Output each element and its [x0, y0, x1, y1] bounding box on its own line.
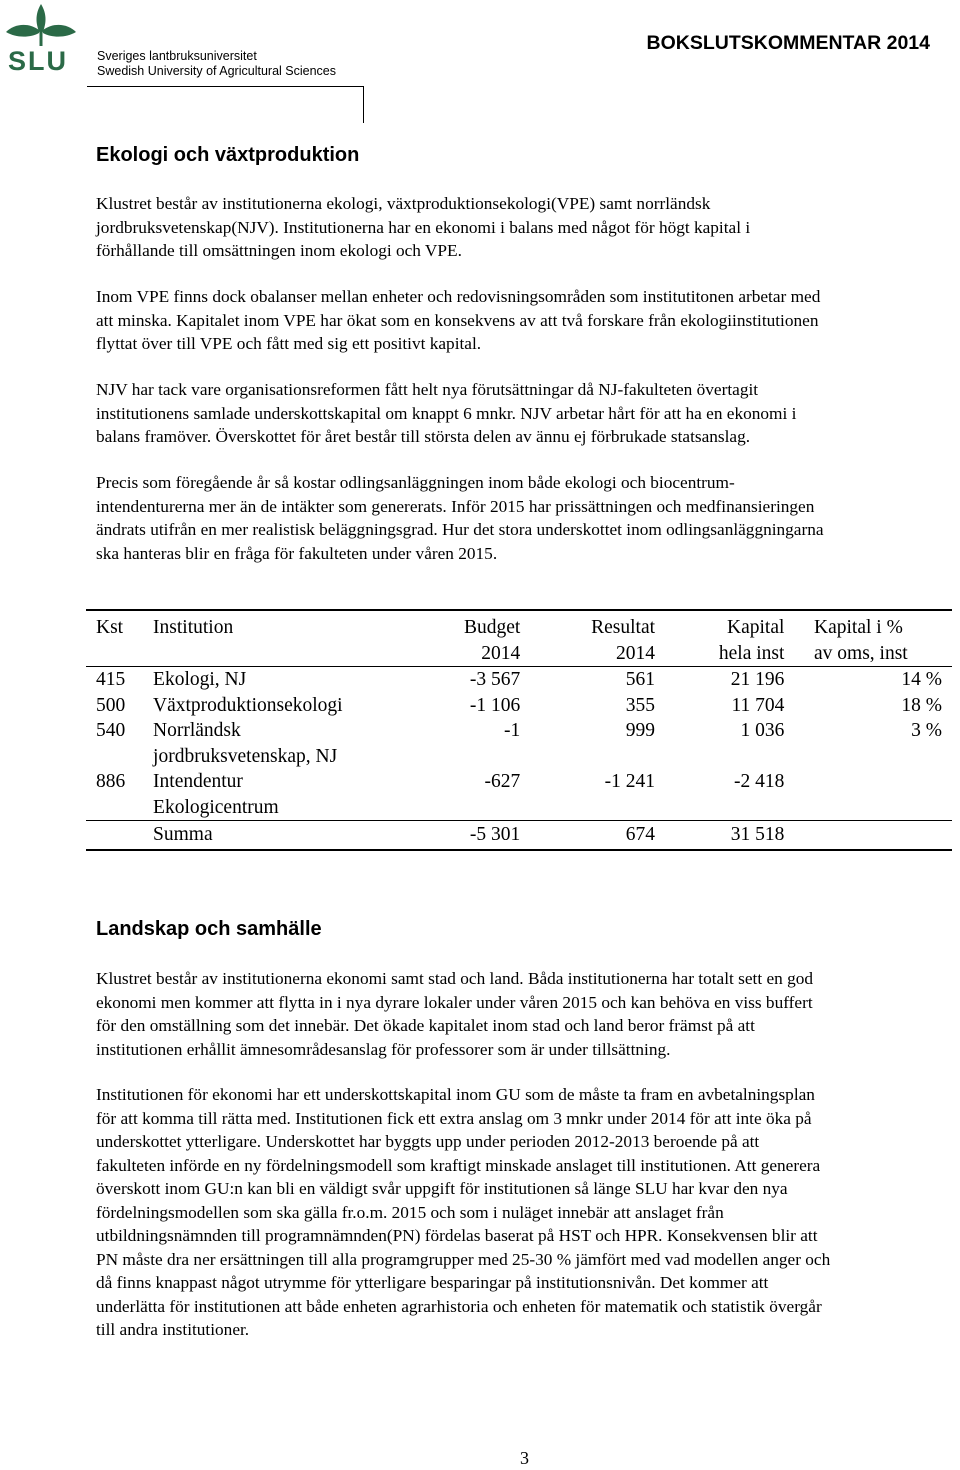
cell-summa-budget: -5 301	[391, 821, 520, 850]
text-line: ekonomi men kommer att flytta in i nya dyrare lokaler under våren 2015 och kan behöva en viss buffert	[96, 992, 813, 1012]
text-line: underskottet ytterligare. Underskottet har byggts upp under perioden 2012-2013 beroende på att	[96, 1132, 760, 1151]
text-line: jordbruksvetenskap(NJV). Institutionerna har en ekonomi i balans med något för högt kapital i	[96, 217, 751, 237]
cell-resultat: -1 241	[604, 771, 656, 792]
header-divider-vertical	[363, 86, 364, 123]
page-number: 3	[520, 1448, 529, 1468]
header-kapital-sub: hela inst	[655, 641, 784, 667]
text-line: för den omställning som det innebär. Det ökade kapitalet inom stad och land beror främst på att	[96, 1016, 755, 1035]
university-name-sv: Sveriges lantbruksuniversitet	[97, 49, 257, 63]
table-summary-row	[86, 821, 952, 850]
cell-summa-kapital: 31 518	[655, 821, 784, 850]
paragraph-vpe	[96, 285, 958, 356]
table-row	[86, 667, 952, 693]
slu-logo-text: SLU	[8, 46, 68, 76]
cell-budget: -3 567	[469, 669, 521, 690]
header-kst: Kst	[86, 610, 153, 641]
cell-empty	[784, 821, 952, 850]
header-empty	[86, 641, 153, 667]
text-line: ändrats utifrån en mer realistisk beläggningsgrad. Hur det stora underskottet inom odlingsanläggningarna	[96, 520, 824, 539]
cell-pct: 3 %	[911, 720, 942, 741]
cell-kapital: 1 036	[740, 720, 785, 741]
text-line: då finns knappast något utrymme för ytterligare besparingar på institutionsnivån. Det kommer att	[96, 1273, 769, 1292]
text-line: Klustret består av institutionerna ekologi, växtproduktionsekologi(VPE) samt norrländsk	[96, 194, 711, 213]
cell-pct	[784, 769, 952, 821]
cell-budget: -1 106	[469, 694, 521, 716]
cell-resultat: 355	[625, 694, 656, 716]
cell-kst: 540	[96, 720, 126, 741]
text-line: utbildningsnämnden till programnämnden(PN) fördelas baserat på HST och HPR. Konsekvensen blir att	[96, 1226, 818, 1245]
document-title: BOKSLUTSKOMMENTAR 2014	[646, 32, 930, 54]
header-pct-sub-label: av oms, inst	[814, 642, 908, 664]
text-line: balans framöver. Överskottet för året består till största delen av ännu ej förbrukade statsanslag.	[96, 427, 751, 446]
paragraph-njv	[96, 378, 958, 449]
text-line: fakulteten införde en ny fördelningsmodell som kraftigt minskade anslaget till institutionen. Att generera	[96, 1155, 821, 1175]
cell-kapital: 21 196	[730, 669, 785, 690]
header-empty	[153, 641, 391, 667]
cell-resultat: 561	[625, 669, 656, 690]
text-line: intendenturerna mer än de intäkter som genererats. Inför 2015 har prissättningen och medfinansieringen	[96, 496, 815, 516]
header-pct-sub	[784, 641, 952, 667]
table-row	[86, 769, 952, 821]
text-line: fördelningsmodellen som ska gälla fr.o.m. 2015 och som i nuläget innebär att anslaget från	[96, 1202, 724, 1222]
cell-kst: 415	[96, 669, 126, 690]
cell-resultat: 999	[625, 720, 656, 741]
text-line: institutionen erhållit ämnesområdesanslag för professorer som är under tillsättning.	[96, 1039, 671, 1059]
cell-institution-line: jordbruksvetenskap, NJ	[153, 745, 338, 767]
header-pct	[784, 610, 952, 641]
cell-empty	[86, 821, 153, 850]
header-pct-label: Kapital i %	[814, 617, 903, 638]
cell-institution: Ekologi, NJ	[153, 669, 247, 690]
header-institution: Institution	[153, 610, 391, 641]
text-line: till andra institutioner.	[96, 1320, 250, 1339]
text-line: PN måste dra ner ersättningen till alla programgrupper med 25-30 % jämfört med vad modellen anger och	[96, 1249, 831, 1269]
section-heading-landskap: Landskap och samhälle	[96, 918, 322, 940]
text-line: för att komma till rätta med. Institutionen fick ett extra anslag om 3 mnkr under 2014 för att inte öka på	[96, 1108, 812, 1128]
university-name	[97, 49, 336, 79]
cell-pct: 14 %	[901, 669, 942, 690]
paragraph-odlingsanlaggning	[96, 471, 958, 565]
header-resultat: Resultat	[520, 610, 655, 641]
header-kapital: Kapital	[655, 610, 784, 641]
table-row	[86, 718, 952, 769]
cell-pct: 18 %	[901, 694, 942, 716]
cell-summa-label: Summa	[153, 821, 391, 850]
text-line: institutionens samlade underskottskapital om knappt 6 mnkr. NJV arbetar hårt för att ha en ekonomi i	[96, 403, 797, 423]
cell-institution-line: Intendentur	[153, 771, 243, 792]
text-line: Klustret består av institutionerna ekonomi samt stad och land. Båda institutionerna har totalt sett en god	[96, 969, 814, 988]
cell-institution-line: Ekologicentrum	[153, 796, 279, 818]
cell-kst: 500	[96, 694, 126, 716]
text-line: att minska. Kapitalet inom VPE har ökat som en konsekvens av att två forskare från ekologiinstitutionen	[96, 310, 819, 330]
header-resultat-year: 2014	[520, 641, 655, 667]
text-line: överskott inom GU:n kan bli en väldigt svår uppgift för institutionen så länge SLU har kvar den nya	[96, 1179, 788, 1198]
header-divider-horizontal	[87, 86, 364, 87]
cell-institution	[153, 769, 391, 821]
page-header	[0, 0, 960, 125]
text-line: ska hanteras blir en fråga för fakulteten under våren 2015.	[96, 543, 498, 563]
cell-institution	[153, 718, 391, 769]
cell-institution-line: Norrländsk	[153, 720, 241, 741]
paragraph-landskap-klustret	[96, 967, 958, 1061]
cell-budget: -627	[484, 771, 521, 792]
text-line: Inom VPE finns dock obalanser mellan enheter och redovisningsområden som institutitonen arbetar med	[96, 287, 821, 306]
cell-institution: Växtproduktionsekologi	[153, 694, 343, 716]
table-row	[86, 693, 952, 719]
text-line: underlätta för institutionen att både enheten agrarhistoria och enheten för matematik och statistik övergår	[96, 1296, 822, 1316]
cell-kapital: 11 704	[731, 694, 785, 716]
paragraph-ekonomi	[96, 1083, 958, 1342]
text-line: NJV har tack vare organisationsreformen fått helt nya förutsättningar då NJ-fakulteten övertagit	[96, 380, 759, 399]
university-name-en: Swedish University of Agricultural Sciences	[97, 64, 336, 78]
table-header-row-2	[86, 641, 952, 667]
cell-budget: -1	[504, 720, 521, 741]
header-budget: Budget	[391, 610, 520, 641]
cell-kst: 886	[96, 771, 126, 792]
table-header-row	[86, 610, 952, 641]
paragraph-klustret	[96, 192, 958, 263]
financial-table	[86, 609, 952, 851]
text-line: flyttat över till VPE och fått med sig ett positivt kapital.	[96, 334, 482, 353]
slu-logo	[2, 0, 80, 80]
cell-summa-resultat: 674	[520, 821, 655, 850]
text-line: Precis som föregående år så kostar odlingsanläggningen inom både ekologi och biocentrum-	[96, 473, 735, 492]
section-heading-ekologi: Ekologi och växtproduktion	[96, 144, 360, 166]
text-line: Institutionen för ekonomi har ett underskottskapital inom GU som de måste ta fram en avbetalningsplan	[96, 1085, 815, 1104]
text-line: förhållande till omsättningen inom ekologi och VPE.	[96, 241, 462, 260]
header-budget-year: 2014	[391, 641, 520, 667]
cell-kapital: -2 418	[734, 771, 785, 792]
